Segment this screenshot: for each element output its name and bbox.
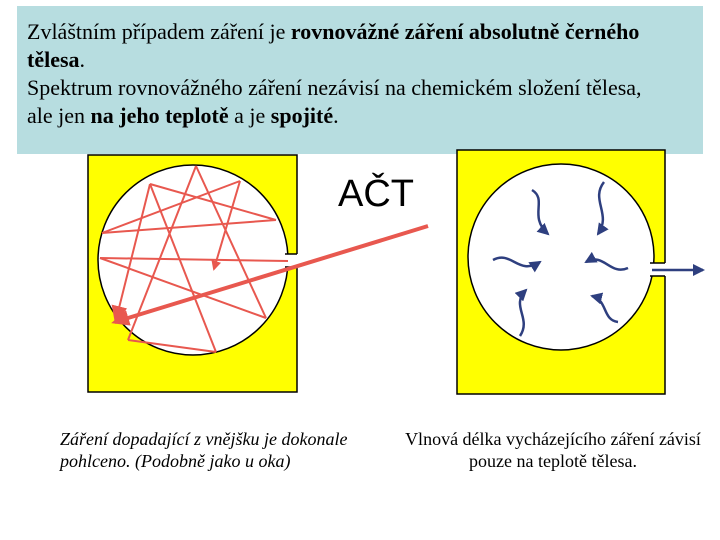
statement-line-3: Spektrum rovnovážného záření nezávisí na chemickém složení tělesa, — [27, 75, 642, 100]
acronym-label: AČT — [338, 173, 414, 215]
statement-text: . — [333, 103, 339, 128]
right-cavity — [468, 164, 654, 350]
left-caption: Záření dopadající z vnějšku je dokonale pohlceno. (Podobně jako u oka) — [60, 429, 348, 471]
statement-emphasis: na jeho teplotě — [90, 103, 229, 128]
right-blackbody — [457, 150, 666, 394]
statement-emphasis: rovnovážné záření absolutně černého — [290, 19, 640, 44]
statement-text: a je — [228, 103, 271, 128]
statement-text: ale jen — [27, 103, 91, 128]
statement-emphasis: spojité — [270, 103, 334, 128]
statement-text: Zvláštním případem záření je — [27, 19, 291, 44]
right-caption: Vlnová délka vycházejícího záření závisí pouze na teplotě tělesa. — [405, 429, 701, 471]
statement-emphasis: tělesa — [27, 47, 80, 72]
statement-text: . — [79, 47, 86, 72]
